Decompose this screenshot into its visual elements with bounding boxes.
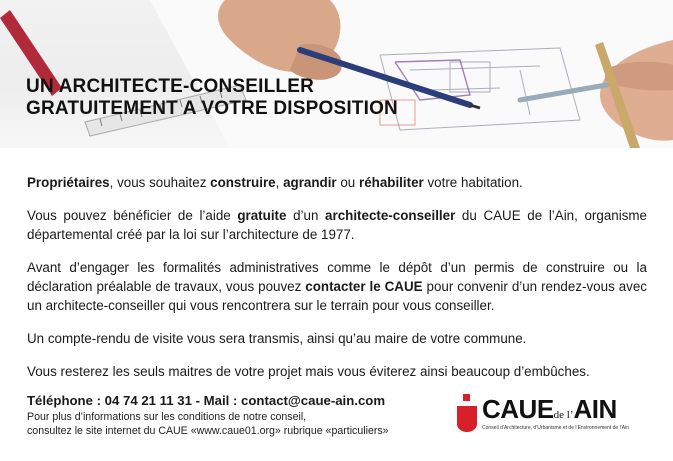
title-line-1: UN ARCHITECTE-CONSEILLER xyxy=(26,76,315,97)
paragraph-owners xyxy=(27,173,647,192)
logo-subtitle: Conseil d’Architecture, d’Urbanisme et de l’Environnement de l’Ain xyxy=(482,425,630,431)
text: , xyxy=(275,175,284,190)
info-line-1: Pour plus d’informations sur les conditions de notre conseil, xyxy=(27,411,307,423)
caue-logo-mark-icon xyxy=(456,394,478,432)
text: Avant d’engager les formalités administratives comme le dépôt d’un permis de construire ou la déclaration préalable de travaux, vous pouvez xyxy=(27,260,647,294)
text: du CAUE de l’Ain, organisme départemental créé par la loi sur l’architecture de 1977. xyxy=(27,208,647,242)
contact-phone-mail: Téléphone : 04 74 21 11 31 - Mail : contact@caue-ain.com xyxy=(27,393,386,408)
more-info xyxy=(27,410,389,438)
logo-caue: CAUE xyxy=(482,394,554,424)
bold-text: réhabiliter xyxy=(358,175,424,190)
text: votre habitation. xyxy=(423,175,523,190)
text: Vous pouvez bénéficier de l’aide xyxy=(27,208,238,223)
logo-ain: AIN xyxy=(573,394,617,424)
bold-text: gratuite xyxy=(237,208,287,223)
bold-text: Propriétaires xyxy=(27,175,110,190)
logo-de: de l’ xyxy=(553,409,574,421)
bold-text: agrandir xyxy=(283,175,337,190)
bold-text: architecte-conseiller xyxy=(325,208,456,223)
main-text xyxy=(27,173,647,395)
page-title xyxy=(26,76,398,120)
paragraph-contact-before xyxy=(27,258,647,315)
text: ou xyxy=(336,175,359,190)
header-photo xyxy=(0,0,673,148)
info-line-2: consultez le site internet du CAUE «www.caue01.org» rubrique «particuliers» xyxy=(27,425,389,437)
architect-drawing-illustration xyxy=(0,0,673,148)
caue-logo xyxy=(452,392,652,442)
text: pour convenir d’un rendez-vous avec un architecte-conseiller qui vous rencontrera sur le terrain pour vous conseiller. xyxy=(27,279,647,313)
text: , vous souhaitez xyxy=(109,175,211,190)
paragraph-report: Un compte-rendu de visite vous sera transmis, ainsi qu’au maire de votre commune. xyxy=(27,331,527,346)
bold-text: contacter le CAUE xyxy=(305,279,423,294)
logo-wordmark xyxy=(482,394,617,425)
paragraph-free-help xyxy=(27,206,647,244)
text: d’un xyxy=(286,208,326,223)
bold-text: construire xyxy=(210,175,276,190)
paragraph-masters: Vous resterez les seuls maitres de votre projet mais vous éviterez ainsi beaucoup d’embûches. xyxy=(27,364,590,379)
title-line-2: GRATUITEMENT A VOTRE DISPOSITION xyxy=(26,98,398,119)
